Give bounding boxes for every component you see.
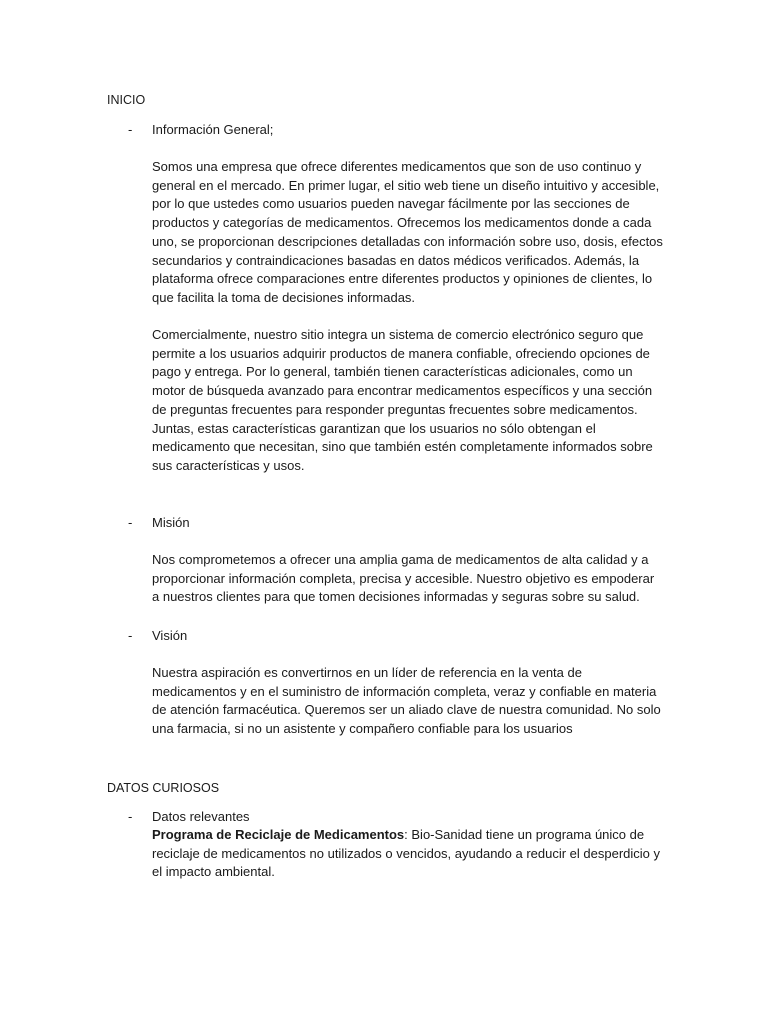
paragraph-mision: Nos comprometemos a ofrecer una amplia gama de medicamentos de alta calidad y a proporcionar información completa, precisa y accesible. Nuestro objetivo es empoderar a nuestros clientes para que tomen decisiones informadas y seguras sobre su salud. <box>152 552 655 605</box>
bullet-marker: - <box>128 809 133 824</box>
bold-lead-reciclaje: Programa de Reciclaje de Medicamentos <box>152 827 405 842</box>
section-heading-datos-curiosos: DATOS CURIOSOS <box>107 781 220 795</box>
paragraph-vision: Nuestra aspiración es convertirnos en un líder de referencia en la venta de medicamentos y en el suministro de información completa, veraz y confiable en materia de atención farmacéutica. Queremos ser un aliado clave de nuestra comunidad. No solo una farmacia, si no un asistente y compañero confiable para los usuarios <box>152 665 661 737</box>
bullet-marker: - <box>128 122 133 137</box>
paragraph-informacion-1: Somos una empresa que ofrece diferentes medicamentos que son de uso continuo y general en el mercado. En primer lugar, el sitio web tiene un diseño intuitivo y accesible, por lo que ustedes como usuarios pueden navegar fácilmente por las secciones de productos y categorías de medicamentos. Ofrecemos los medicamentos donde a cada uno, se proporcionan descripciones detalladas con información sobre uso, dosis, efectos secundarios y contraindicaciones basadas en datos médicos verificados. Además, la plataforma ofrece comparaciones entre diferentes productos y opiniones de clientes, lo que facilita la toma de decisiones informadas. <box>152 159 663 305</box>
bullet-marker: - <box>128 515 133 530</box>
item-title-informacion-general: Información General; <box>152 122 274 137</box>
paragraph-informacion-2: Comercialmente, nuestro sitio integra un sistema de comercio electrónico seguro que permite a los usuarios adquirir productos de manera confiable, ofreciendo opciones de pago y entrega. Por lo general, también tienen características adicionales, como un motor de búsqueda avanzado para encontrar medicamentos específicos y una sección de preguntas frecuentes para responder preguntas frecuentes sobre medicamentos. Juntas, estas características garantizan que los usuarios no sólo obtengan el medicamento que necesitan, sino que también estén completamente informados sobre sus características y usos. <box>152 327 653 473</box>
section-heading-inicio: INICIO <box>107 93 146 107</box>
item-title-vision: Visión <box>152 628 188 643</box>
bullet-marker: - <box>128 628 133 643</box>
paragraph-reciclaje <box>152 826 664 882</box>
item-title-mision: Misión <box>152 515 190 530</box>
item-title-datos-relevantes: Datos relevantes <box>152 809 250 824</box>
text-reciclaje: : Bio-Sanidad tiene un programa único de reciclaje de medicamentos no utilizados o vencidos, ayudando a reducir el desperdicio y el impacto ambiental. <box>152 827 661 880</box>
